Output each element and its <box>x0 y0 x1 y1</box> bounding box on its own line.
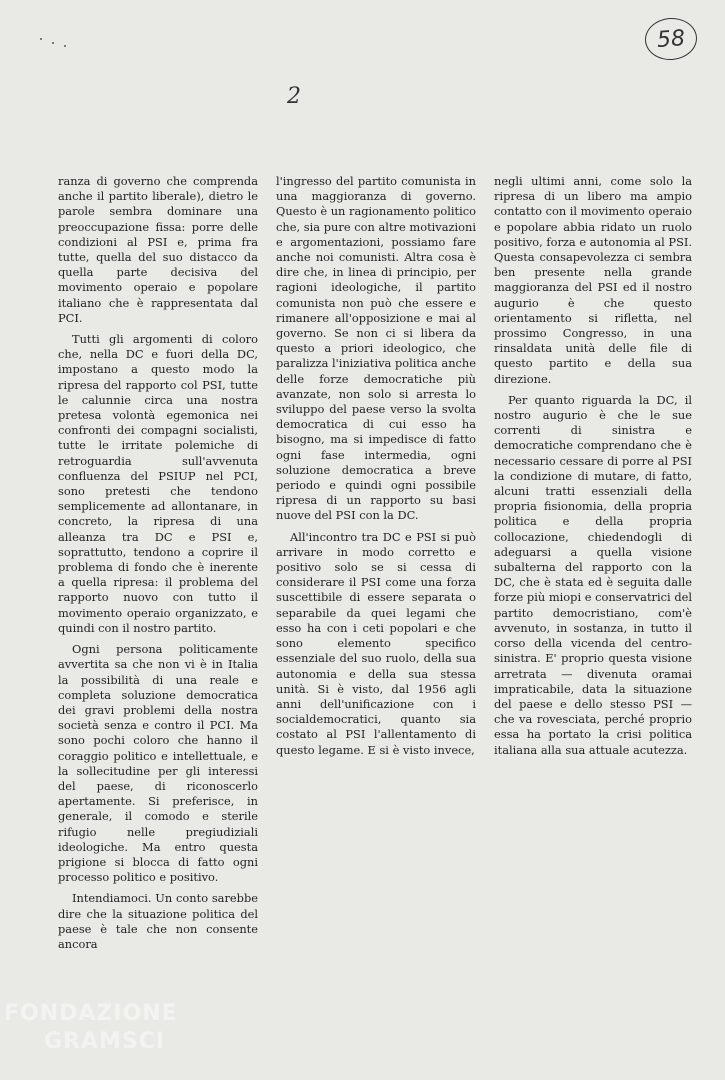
scan-specks <box>38 36 78 48</box>
watermark-line: FONDAZIONE <box>4 1001 178 1026</box>
text-column-1 <box>58 174 258 958</box>
text-column-2 <box>276 174 476 764</box>
paragraph: All'incontro tra DC e PSI si può arrivare in modo corretto e positivo solo se si cessa di considerare il PSI come una forza suscettibile di essere separata o separabile da quei legami che esso ha con i ceti popolari e che sono elemento specifico essenziale del suo ruolo, della sua autonomia e della sua stessa unità. Si è visto, dal 1956 agli anni dell'unificazione con i socialdemocratici, quanto sia costato al PSI l'allentamento di questo legame. E si è visto invece, <box>276 529 476 757</box>
watermark-line: GRAMSCI <box>44 1029 166 1054</box>
archive-number-stamp <box>644 16 699 62</box>
paragraph: ranza di governo che comprenda anche il partito liberale), dietro le parole sembra dominare una preoccupazione fissa: porre delle condizioni al PSI e, prima fra tutte, quella del suo distacco da quella parte decisiva del movimento operaio e popolare italiano che è rappresentata dal PCI. <box>58 174 258 325</box>
paragraph: Ogni persona politicamente avvertita sa che non vi è in Italia la possibilità di una reale e completa soluzione democratica dei gravi problemi della nostra società senza e contro il PCI. Ma sono pochi coloro che hanno il coraggio politico e intellettuale, e la sollecitudine per gli interessi del paese, di riconoscerlo apertamente. Si preferisce, in generale, il comodo e sterile rifugio nelle pregiudiziali ideologiche. Ma entro questa prigione si blocca di fatto ogni processo politico e positivo. <box>58 642 258 885</box>
archive-watermark <box>4 1000 178 1056</box>
page-number: 2 <box>287 84 301 109</box>
paragraph: l'ingresso del partito comunista in una maggioranza di governo. Questo è un ragionamento politico che, sia pure con altre motivazioni e argomentazioni, possiamo fare anche noi comunisti. Altra cosa è dire che, in linea di principio, per ragioni ideologiche, il partito comunista non può che essere e rimanere all'opposizione e mai al governo. Se non ci si libera da questo a priori ideologico, che paralizza l'iniziativa politica anche delle forze democratiche più avanzate, non solo si arresta lo sviluppo del paese verso la svolta democratica di cui esso ha bisogno, ma si impedisce di fatto ogni fase intermedia, ogni soluzione democratica a breve periodo e quindi ogni possibile ripresa di un rapporto su basi nuove del PSI con la DC. <box>276 174 476 523</box>
text-column-3 <box>494 174 692 764</box>
paragraph: negli ultimi anni, come solo la ripresa di un libero ma ampio contatto con il movimento operaio e popolare abbia ridato un ruolo positivo, forza e autonomia al PSI. Questa consapevolezza ci sembra ben presente nella grande maggioranza del PSI ed il nostro augurio è che questo orientamento si rifletta, nel prossimo Congresso, in una rinsaldata unità delle file di questo partito e della sua direzione. <box>494 174 692 386</box>
paragraph: Intendiamoci. Un conto sarebbe dire che la situazione politica del paese è tale che non consente ancora <box>58 891 258 951</box>
paragraph: Per quanto riguarda la DC, il nostro augurio è che le sue correnti di sinistra e democratiche comprendano che è necessario cessare di porre al PSI la condizione di mutare, di fatto, alcuni tratti essenziali della propria fisionomia, della propria politica e della propria collocazione, chiedendogli di adeguarsi a quella visione subalterna del rapporto con la DC, che è stata ed è seguita dalle forze più miopi e conservatrici del partito democristiano, com'è avvenuto, in sostanza, in tutto il corso della vicenda del centro-sinistra. E' proprio questa visione arretrata — divenuta oramai impraticabile, data la situazione del paese e dello stesso PSI — che va rovesciata, perché proprio essa ha portato la crisi politica italiana alla sua attuale acutezza. <box>494 392 692 757</box>
archive-number: 58 <box>656 25 686 53</box>
paragraph: Tutti gli argomenti di coloro che, nella DC e fuori della DC, impostano a questo modo la ripresa del rapporto col PSI, tutte le calunnie circa una nostra pretesa volontà egemonica nei confronti dei compagni socialisti, tutte le irritate polemiche di retroguardia sull'avvenuta confluenza del PSIUP nel PCI, sono pretesti che tendono semplicemente ad allontanare, in concreto, la ripresa di una alleanza tra DC e PSI e, soprattutto, tendono a coprire il problema di fondo che è inerente a quella ripresa: il problema del rapporto nuovo con tutto il movimento operaio organizzato, e quindi con il nostro partito. <box>58 332 258 635</box>
